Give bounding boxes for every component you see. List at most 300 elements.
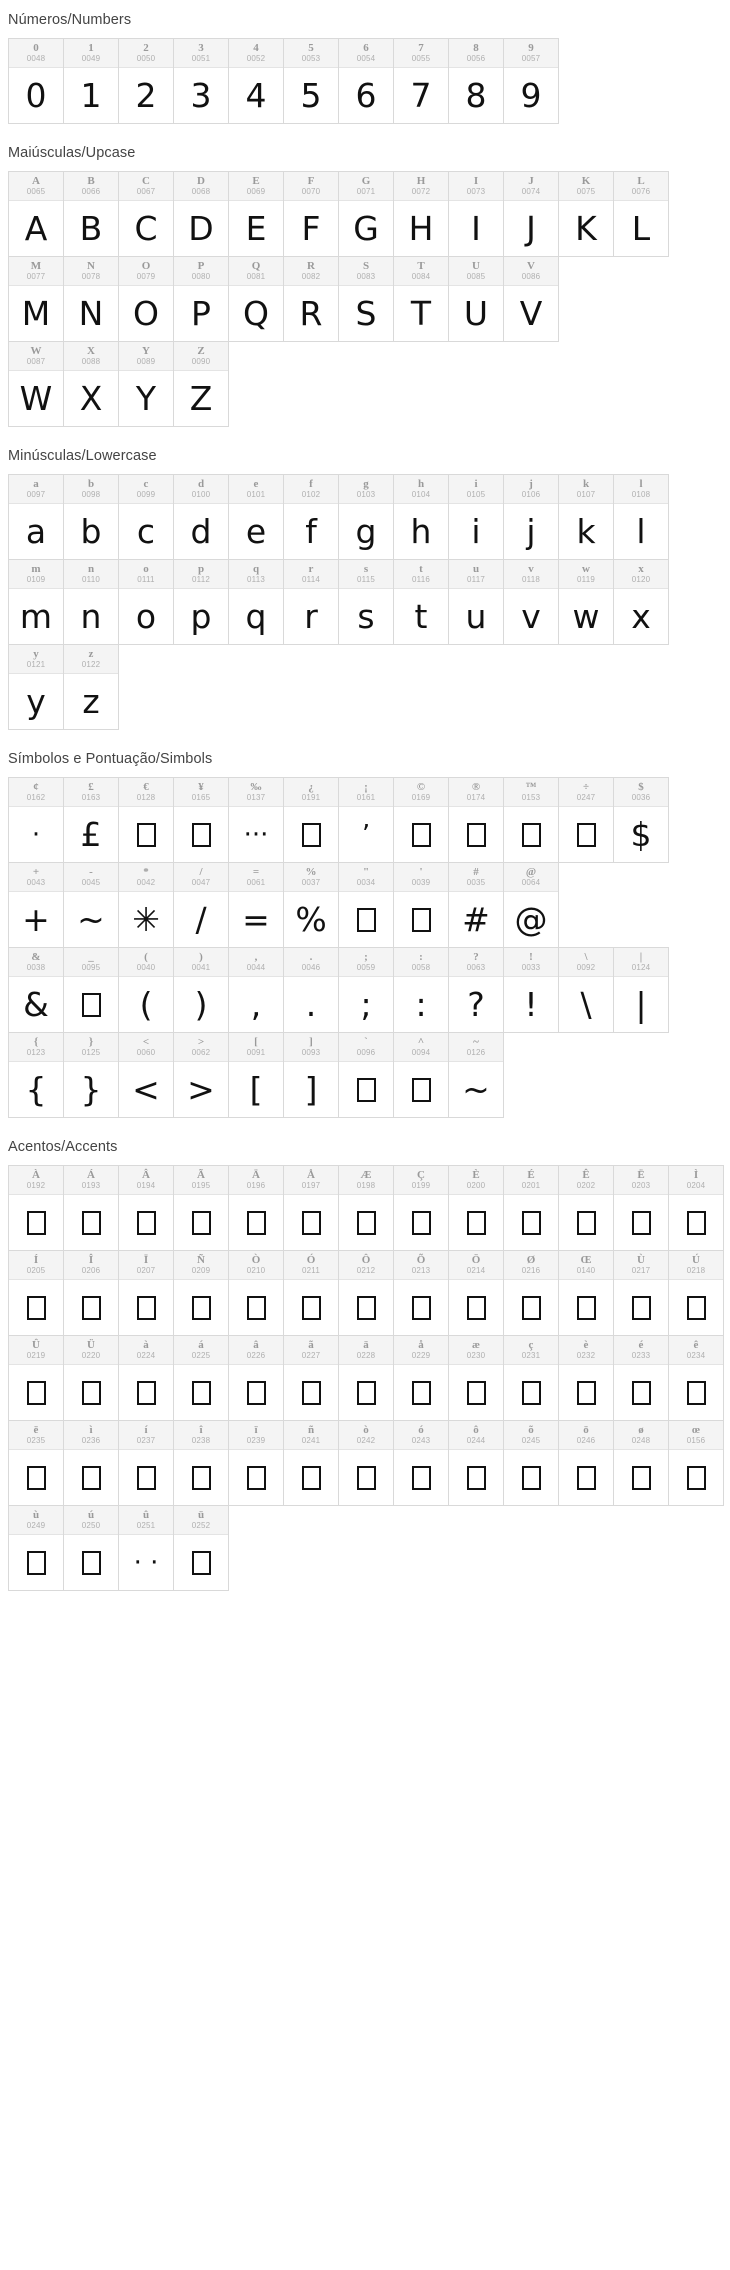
glyph-char-label: \: [584, 951, 588, 964]
glyph-cell[interactable]: [448, 1420, 504, 1506]
glyph-cell[interactable]: [118, 559, 174, 645]
glyph-char-label: !: [529, 951, 533, 964]
glyph-cell[interactable]: [558, 474, 614, 560]
glyph-char-label: ¿: [308, 781, 314, 794]
glyph-header: [284, 1166, 338, 1195]
glyph-cell[interactable]: [118, 777, 174, 863]
glyph-cell[interactable]: [118, 256, 174, 342]
glyph-cell[interactable]: [118, 1505, 174, 1591]
glyph-code-label: 0033: [521, 962, 541, 972]
glyph-cell[interactable]: [668, 1250, 724, 1336]
glyph-cell[interactable]: [63, 341, 119, 427]
glyph-preview: [119, 1450, 173, 1505]
glyph-preview: 5: [300, 76, 322, 115]
glyph-header: [284, 172, 338, 201]
glyph-header: [229, 1166, 283, 1195]
glyph-cell[interactable]: [503, 777, 559, 863]
glyph-preview: [284, 807, 338, 862]
glyph-preview: z: [82, 682, 100, 721]
glyph-preview: y: [26, 682, 46, 721]
glyph-cell[interactable]: [338, 1420, 394, 1506]
glyph-cell[interactable]: [558, 171, 614, 257]
glyph-cell[interactable]: [8, 341, 64, 427]
glyph-header: [449, 257, 503, 286]
glyph-cell[interactable]: [393, 1032, 449, 1118]
glyph-cell[interactable]: [8, 38, 64, 124]
glyph-cell[interactable]: [448, 1165, 504, 1251]
glyph-header: [614, 778, 668, 807]
glyph-cell[interactable]: [173, 1250, 229, 1336]
glyph-code-label: 0219: [26, 1350, 46, 1360]
glyph-preview: [9, 1535, 63, 1590]
glyph-row: [0, 1505, 730, 1590]
glyph-char-label: ö: [583, 1424, 589, 1437]
glyph-cell[interactable]: [173, 1335, 229, 1421]
glyph-cell[interactable]: [558, 1335, 614, 1421]
glyph-char-label: <: [142, 1036, 150, 1049]
glyph-cell[interactable]: [228, 1250, 284, 1336]
glyph-cell[interactable]: [8, 1505, 64, 1591]
glyph-cell[interactable]: [118, 1335, 174, 1421]
glyph-header: [339, 1033, 393, 1062]
glyph-code-label: 0113: [246, 574, 265, 584]
glyph-preview: [394, 892, 448, 947]
glyph-cell[interactable]: [283, 474, 339, 560]
glyph-char-label: å: [418, 1339, 424, 1352]
glyph-code-label: 0119: [576, 574, 595, 584]
glyph-cell[interactable]: [8, 644, 64, 730]
glyph-cell[interactable]: [228, 1165, 284, 1251]
glyph-cell[interactable]: [393, 862, 449, 948]
glyph-char-label: I: [473, 175, 479, 188]
glyph-header: [119, 475, 173, 504]
glyph-code-label: 0201: [521, 1180, 541, 1190]
glyph-cell[interactable]: [338, 559, 394, 645]
glyph-cell[interactable]: [118, 1165, 174, 1251]
glyph-char-label: 8: [473, 42, 479, 55]
glyph-cell[interactable]: [228, 947, 284, 1033]
glyph-header: [9, 257, 63, 286]
glyph-preview: [229, 1365, 283, 1420]
glyph-cell[interactable]: [448, 1032, 504, 1118]
glyph-header: [119, 863, 173, 892]
glyph-cell[interactable]: [283, 171, 339, 257]
glyph-header: [669, 1421, 723, 1450]
glyph-cell[interactable]: [63, 171, 119, 257]
glyph-code-label: 0244: [466, 1435, 486, 1445]
glyph-cell[interactable]: [558, 1165, 614, 1251]
glyph-code-label: 0034: [356, 877, 376, 887]
glyph-cell[interactable]: [228, 777, 284, 863]
glyph-cell[interactable]: [393, 1165, 449, 1251]
glyph-cell[interactable]: [448, 171, 504, 257]
glyph-cell[interactable]: [503, 1165, 559, 1251]
glyph-char-label: X: [87, 345, 95, 358]
glyph-cell[interactable]: [613, 947, 669, 1033]
section-title-lowercase: Minúsculas/Lowercase: [8, 448, 157, 464]
glyph-header: [9, 172, 63, 201]
glyph-cell[interactable]: [613, 1165, 669, 1251]
glyph-char-label: ä: [363, 1339, 369, 1352]
glyph-header: [449, 948, 503, 977]
glyph-cell[interactable]: [8, 559, 64, 645]
glyph-row: [0, 644, 730, 729]
glyph-char-label: k: [582, 478, 590, 491]
glyph-cell[interactable]: [393, 256, 449, 342]
glyph-cell[interactable]: [8, 171, 64, 257]
glyph-preview: g: [355, 512, 377, 551]
glyph-cell[interactable]: [613, 1250, 669, 1336]
glyph-char-label: À: [32, 1169, 40, 1182]
glyph-cell[interactable]: [393, 38, 449, 124]
glyph-preview: J: [526, 209, 536, 248]
glyph-cell[interactable]: [63, 1420, 119, 1506]
glyph-char-label: Å: [307, 1169, 315, 1182]
glyph-cell[interactable]: [63, 1250, 119, 1336]
glyph-header: [614, 172, 668, 201]
glyph-cell[interactable]: [448, 777, 504, 863]
glyph-preview: P: [191, 294, 211, 333]
glyph-cell[interactable]: [173, 341, 229, 427]
glyph-header: [339, 948, 393, 977]
glyph-preview: [64, 1195, 118, 1250]
glyph-cell[interactable]: [63, 1165, 119, 1251]
glyph-char-label: {: [33, 1036, 39, 1049]
glyph-cell[interactable]: [503, 862, 559, 948]
glyph-char-label: Î: [88, 1254, 94, 1267]
glyph-char-label: :: [419, 951, 423, 964]
glyph-char-label: €: [143, 781, 149, 794]
glyph-code-label: 0213: [411, 1265, 431, 1275]
glyph-cell[interactable]: [558, 1250, 614, 1336]
glyph-row: [0, 947, 730, 1032]
glyph-preview: v: [521, 597, 541, 636]
glyph-preview: [339, 1450, 393, 1505]
glyph-cell[interactable]: [8, 1032, 64, 1118]
glyph-code-label: 0043: [26, 877, 46, 887]
glyph-cell[interactable]: [448, 1335, 504, 1421]
glyph-cell[interactable]: [393, 777, 449, 863]
glyph-cell[interactable]: [338, 1165, 394, 1251]
glyph-cell[interactable]: [503, 1250, 559, 1336]
glyph-cell[interactable]: [63, 947, 119, 1033]
glyph-header: [614, 1251, 668, 1280]
glyph-cell[interactable]: [558, 559, 614, 645]
glyph-char-label: Ú: [692, 1254, 700, 1267]
section-symbols: [0, 739, 730, 1117]
glyph-cell[interactable]: [173, 947, 229, 1033]
glyph-char-label: d: [197, 478, 205, 491]
glyph-cell[interactable]: [8, 862, 64, 948]
glyph-header: [284, 778, 338, 807]
glyph-cell[interactable]: [118, 1250, 174, 1336]
glyph-cell[interactable]: [8, 474, 64, 560]
glyph-cell[interactable]: [118, 1032, 174, 1118]
glyph-cell[interactable]: [338, 1250, 394, 1336]
glyph-header: [9, 948, 63, 977]
glyph-cell[interactable]: [228, 38, 284, 124]
glyph-cell[interactable]: [173, 256, 229, 342]
glyph-cell[interactable]: [63, 1335, 119, 1421]
glyph-cell[interactable]: [448, 474, 504, 560]
glyph-cell[interactable]: [393, 947, 449, 1033]
glyph-cell[interactable]: [338, 862, 394, 948]
glyph-preview: [449, 1365, 503, 1420]
glyph-cell[interactable]: [668, 1165, 724, 1251]
glyph-cell[interactable]: [63, 862, 119, 948]
glyph-cell[interactable]: [558, 1420, 614, 1506]
glyph-cell[interactable]: [393, 474, 449, 560]
glyph-cell[interactable]: [503, 1335, 559, 1421]
glyph-cell[interactable]: [228, 559, 284, 645]
glyph-preview: ,: [250, 985, 262, 1024]
glyph-code-label: 0210: [246, 1265, 266, 1275]
glyph-cell[interactable]: [393, 1335, 449, 1421]
glyph-preview: >: [187, 1070, 215, 1109]
glyph-cell[interactable]: [283, 1420, 339, 1506]
glyph-cell[interactable]: [503, 38, 559, 124]
glyph-cell[interactable]: [558, 777, 614, 863]
glyph-header: [9, 1251, 63, 1280]
glyph-cell[interactable]: [448, 862, 504, 948]
glyph-header: [449, 863, 503, 892]
glyph-preview: k: [576, 512, 596, 551]
glyph-cell[interactable]: [448, 256, 504, 342]
glyph-cell[interactable]: [8, 947, 64, 1033]
glyph-char-label: ®: [471, 781, 481, 794]
glyph-header: [284, 39, 338, 68]
glyph-cell[interactable]: [393, 1420, 449, 1506]
glyph-preview: q: [245, 597, 267, 636]
glyph-cell[interactable]: [63, 1505, 119, 1591]
glyph-cell[interactable]: [8, 1165, 64, 1251]
glyph-code-label: 0153: [521, 792, 541, 802]
glyph-char-label: Á: [87, 1169, 95, 1182]
glyph-cell[interactable]: [393, 171, 449, 257]
glyph-char-label: ç: [528, 1339, 534, 1352]
glyph-cell[interactable]: [613, 1420, 669, 1506]
glyph-cell[interactable]: [338, 38, 394, 124]
glyph-char-label: A: [32, 175, 40, 188]
glyph-cell[interactable]: [228, 1335, 284, 1421]
glyph-cell[interactable]: [283, 862, 339, 948]
glyph-preview: [669, 1450, 723, 1505]
glyph-cell[interactable]: [173, 1505, 229, 1591]
glyph-cell[interactable]: [448, 38, 504, 124]
glyph-cell[interactable]: [503, 947, 559, 1033]
glyph-cell[interactable]: [173, 474, 229, 560]
glyph-code-label: 0041: [191, 962, 211, 972]
glyph-cell[interactable]: [8, 1335, 64, 1421]
glyph-cell[interactable]: [63, 644, 119, 730]
glyph-code-label: 0198: [356, 1180, 376, 1190]
section-lowercase: [0, 436, 730, 729]
glyph-cell[interactable]: [228, 474, 284, 560]
glyph-cell[interactable]: [8, 256, 64, 342]
glyph-header: [284, 1033, 338, 1062]
glyph-preview: [: [249, 1070, 263, 1109]
glyph-code-label: 0212: [356, 1265, 376, 1275]
glyph-cell[interactable]: [613, 474, 669, 560]
glyph-cell[interactable]: [503, 559, 559, 645]
glyph-cell[interactable]: [118, 1420, 174, 1506]
glyph-cell[interactable]: [283, 38, 339, 124]
glyph-char-label: [: [254, 1036, 258, 1049]
glyph-cell[interactable]: [8, 1420, 64, 1506]
glyph-cell[interactable]: [118, 947, 174, 1033]
glyph-preview: [394, 807, 448, 862]
glyph-cell[interactable]: [173, 171, 229, 257]
glyph-cell[interactable]: [228, 171, 284, 257]
glyph-cell[interactable]: [393, 1250, 449, 1336]
glyph-cell[interactable]: [668, 1420, 724, 1506]
glyph-char-label: í: [144, 1424, 148, 1437]
glyph-cell[interactable]: [63, 777, 119, 863]
glyph-cell[interactable]: [338, 1335, 394, 1421]
glyph-header: [504, 172, 558, 201]
glyph-cell[interactable]: [173, 1165, 229, 1251]
glyph-cell[interactable]: [228, 256, 284, 342]
glyph-preview: [174, 1195, 228, 1250]
glyph-preview: 7: [410, 76, 432, 115]
glyph-cell[interactable]: [8, 1250, 64, 1336]
glyph-code-label: 0137: [246, 792, 266, 802]
glyph-header: [449, 39, 503, 68]
glyph-cell[interactable]: [393, 559, 449, 645]
glyph-preview: |: [635, 985, 647, 1024]
glyph-header: [394, 39, 448, 68]
glyph-row: [0, 38, 730, 123]
glyph-cell[interactable]: [338, 256, 394, 342]
glyph-header: [394, 778, 448, 807]
glyph-char-label: b: [87, 478, 95, 491]
glyph-preview: M: [21, 294, 51, 333]
glyph-header: [119, 1166, 173, 1195]
glyph-char-label: T: [417, 260, 425, 273]
glyph-cell[interactable]: [448, 947, 504, 1033]
glyph-cell[interactable]: [173, 777, 229, 863]
glyph-cell[interactable]: [173, 862, 229, 948]
glyph-preview: /: [195, 900, 207, 939]
glyph-cell[interactable]: [338, 1032, 394, 1118]
glyph-header: [9, 645, 63, 674]
glyph-cell[interactable]: [283, 777, 339, 863]
glyph-char-label: ì: [89, 1424, 93, 1437]
glyph-cell[interactable]: [118, 862, 174, 948]
glyph-cell[interactable]: [118, 38, 174, 124]
glyph-cell[interactable]: [338, 474, 394, 560]
glyph-cell[interactable]: [338, 777, 394, 863]
glyph-cell[interactable]: [338, 947, 394, 1033]
glyph-code-label: 0090: [191, 356, 211, 366]
glyph-cell[interactable]: [173, 1420, 229, 1506]
glyph-cell[interactable]: [63, 474, 119, 560]
glyph-header: [9, 1336, 63, 1365]
glyph-cell[interactable]: [668, 1335, 724, 1421]
glyph-cell[interactable]: [228, 1420, 284, 1506]
glyph-cell[interactable]: [503, 256, 559, 342]
glyph-cell[interactable]: [283, 1165, 339, 1251]
glyph-code-label: 0128: [136, 792, 156, 802]
glyph-header: [119, 1033, 173, 1062]
glyph-cell[interactable]: [613, 171, 669, 257]
glyph-cell[interactable]: [283, 256, 339, 342]
glyph-char-label: F: [307, 175, 315, 188]
glyph-cell[interactable]: [118, 171, 174, 257]
glyph-cell[interactable]: [63, 256, 119, 342]
glyph-preview: [669, 1365, 723, 1420]
glyph-row: [0, 862, 730, 947]
glyph-preview: [614, 1365, 668, 1420]
glyph-preview: [339, 1365, 393, 1420]
glyph-cell[interactable]: [613, 559, 669, 645]
glyph-cell[interactable]: [613, 777, 669, 863]
glyph-cell[interactable]: [8, 777, 64, 863]
glyph-char-label: ü: [197, 1509, 205, 1522]
glyph-cell[interactable]: [118, 341, 174, 427]
glyph-cell[interactable]: [63, 38, 119, 124]
glyph-preview: $: [630, 815, 652, 854]
glyph-code-label: 0075: [576, 186, 596, 196]
glyph-char-label: H: [416, 175, 426, 188]
glyph-char-label: p: [197, 563, 205, 576]
glyph-char-label: D: [197, 175, 205, 188]
glyph-cell[interactable]: [283, 559, 339, 645]
glyph-cell[interactable]: [173, 38, 229, 124]
glyph-preview: £: [80, 815, 102, 854]
glyph-char-label: -: [89, 866, 93, 879]
glyph-cell[interactable]: [63, 559, 119, 645]
glyph-char-label: S: [362, 260, 370, 273]
glyph-code-label: 0068: [191, 186, 211, 196]
glyph-cell[interactable]: [448, 559, 504, 645]
glyph-header: [504, 1421, 558, 1450]
glyph-header: [394, 475, 448, 504]
glyph-cell[interactable]: [63, 1032, 119, 1118]
glyph-char-label: ™: [525, 781, 537, 794]
glyph-char-label: v: [528, 563, 534, 576]
glyph-char-label: E: [252, 175, 260, 188]
glyph-char-label: Ô: [361, 1254, 371, 1267]
glyph-header: [449, 1033, 503, 1062]
glyph-header: [174, 948, 228, 977]
glyph-cell[interactable]: [558, 947, 614, 1033]
glyph-cell[interactable]: [173, 559, 229, 645]
glyph-cell[interactable]: [503, 474, 559, 560]
glyph-code-label: 0071: [356, 186, 376, 196]
glyph-header: [174, 560, 228, 589]
glyph-cell[interactable]: [613, 1335, 669, 1421]
glyph-cell[interactable]: [228, 862, 284, 948]
glyph-char-label: }: [88, 1036, 94, 1049]
glyph-cell[interactable]: [448, 1250, 504, 1336]
glyph-cell[interactable]: [228, 1032, 284, 1118]
glyph-cell[interactable]: [283, 1335, 339, 1421]
glyph-preview: [669, 1195, 723, 1250]
glyph-cell[interactable]: [118, 474, 174, 560]
glyph-char-label: Ü: [87, 1339, 95, 1352]
glyph-cell[interactable]: [173, 1032, 229, 1118]
glyph-code-label: 0231: [521, 1350, 541, 1360]
glyph-header: [64, 172, 118, 201]
glyph-cell[interactable]: [283, 947, 339, 1033]
glyph-cell[interactable]: [503, 171, 559, 257]
glyph-cell[interactable]: [283, 1032, 339, 1118]
glyph-cell[interactable]: [503, 1420, 559, 1506]
glyph-preview: S: [355, 294, 377, 333]
glyph-cell[interactable]: [283, 1250, 339, 1336]
glyph-cell[interactable]: [338, 171, 394, 257]
